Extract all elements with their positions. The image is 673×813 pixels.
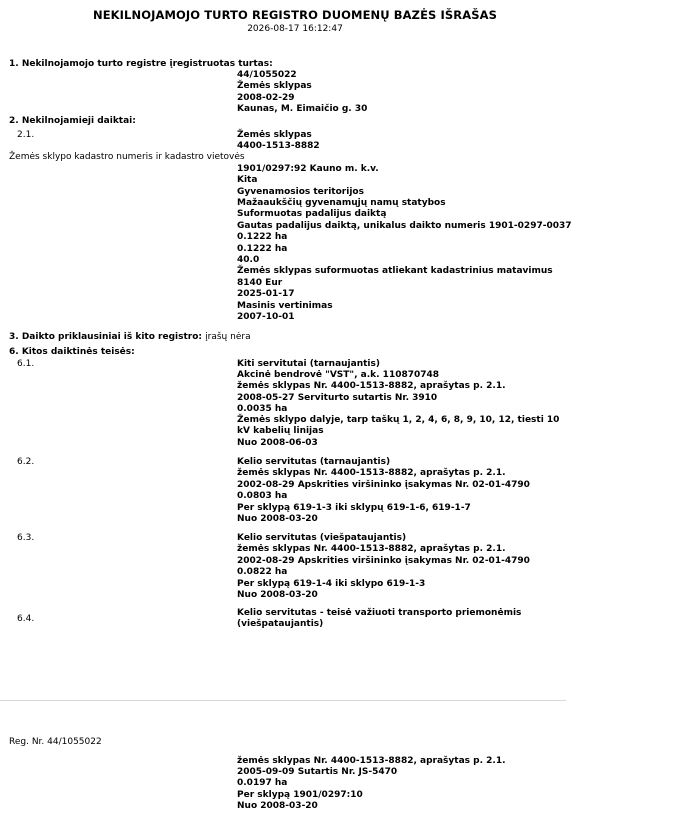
field-value: 0.0822 ha bbox=[237, 567, 288, 577]
section-2-heading: 2. Nekilnojamieji daiktai: bbox=[9, 116, 136, 126]
field-value: Per sklypą 1901/0297:10 bbox=[237, 790, 363, 800]
field-value: Kita bbox=[237, 175, 258, 185]
field-value: 0.1222 ha bbox=[237, 232, 288, 242]
field-value: Nuo 2008-03-20 bbox=[237, 514, 318, 524]
field-value: 2002-08-29 Apskrities viršininko įsakymas Nr. 02-01-4790 bbox=[237, 556, 530, 566]
field-value: Gautas padalijus daiktą, unikalus daikto numeris 1901-0297-0037 bbox=[237, 221, 572, 231]
field-value: 2007-10-01 bbox=[237, 312, 295, 322]
field-value: 0.0035 ha bbox=[237, 404, 288, 414]
field-value: 2008-05-27 Serviturto sutartis Nr. 3910 bbox=[237, 393, 438, 403]
field-value: Nuo 2008-03-20 bbox=[237, 801, 318, 811]
section-3-heading bbox=[9, 332, 251, 342]
field-value: Nuo 2008-06-03 bbox=[237, 438, 318, 448]
field-value: 0.1222 ha bbox=[237, 244, 288, 254]
field-value: Žemės sklypas suformuotas atliekant kadastrinius matavimus bbox=[237, 266, 553, 276]
item-title: Kelio servitutas (tarnaujantis) bbox=[237, 457, 391, 467]
item-number: 6.2. bbox=[17, 457, 35, 467]
section-3-value: įrašų nėra bbox=[205, 332, 251, 342]
field-value: 2005-09-09 Sutartis Nr. JS-5470 bbox=[237, 767, 398, 777]
field-value: Suformuotas padalijus daiktą bbox=[237, 209, 387, 219]
field-value: 0.0803 ha bbox=[237, 491, 288, 501]
field-value: Gyvenamosios teritorijos bbox=[237, 187, 364, 197]
field-value: 44/1055022 bbox=[237, 70, 297, 80]
section-3-label: 3. Daikto priklausiniai iš kito registro: bbox=[9, 332, 203, 342]
item-title: Žemės sklypas bbox=[237, 130, 312, 140]
field-value: Nuo 2008-03-20 bbox=[237, 590, 318, 600]
field-value: 2025-01-17 bbox=[237, 289, 295, 299]
footer-reg-number: Reg. Nr. 44/1055022 bbox=[9, 737, 102, 747]
field-value: Kaunas, M. Eimaičio g. 30 bbox=[237, 104, 368, 114]
cadastre-label-line1: Žemės sklypo kadastro numeris ir kadastro vietovės bbox=[9, 152, 245, 162]
document-title: NEKILNOJAMOJO TURTO REGISTRO DUOMENŲ BAZĖS IŠRAŠAS bbox=[92, 8, 498, 22]
item-number: 6.4. bbox=[17, 614, 35, 624]
field-value: 2008-02-29 bbox=[237, 93, 295, 103]
field-value: 4400-1513-8882 bbox=[237, 141, 320, 151]
field-value-multiline: Žemės sklypo dalyje, tarp taškų 1, 2, 4, 6, 8, 9, 10, 12, tiesti 10 kV kabelių linijas bbox=[237, 415, 560, 436]
item-title: Kelio servitutas (viešpataujantis) bbox=[237, 533, 407, 543]
section-1-heading: 1. Nekilnojamojo turto registre įregistruotas turtas: bbox=[9, 59, 273, 69]
field-value: 2002-08-29 Apskrities viršininko įsakymas Nr. 02-01-4790 bbox=[237, 480, 530, 490]
document-datetime: 2026-08-17 16:12:47 bbox=[247, 24, 343, 34]
field-value: 1901/0297:92 Kauno m. k.v. bbox=[237, 164, 379, 174]
field-value: žemės sklypas Nr. 4400-1513-8882, aprašytas p. 2.1. bbox=[237, 468, 506, 478]
field-value: Mažaaukščių gyvenamųjų namų statybos bbox=[237, 198, 446, 208]
field-value: Masinis vertinimas bbox=[237, 301, 333, 311]
field-value: 0.0197 ha bbox=[237, 778, 288, 788]
section-6-heading: 6. Kitos daiktinės teisės: bbox=[9, 347, 135, 357]
field-value: Per sklypą 619-1-3 iki sklypų 619-1-6, 619-1-7 bbox=[237, 503, 471, 513]
field-value: Akcinė bendrovė "VST", a.k. 110870748 bbox=[237, 370, 440, 380]
field-value: Žemės sklypas bbox=[237, 81, 312, 91]
item-number: 6.3. bbox=[17, 533, 35, 543]
field-value: žemės sklypas Nr. 4400-1513-8882, aprašytas p. 2.1. bbox=[237, 381, 506, 391]
item-title: Kiti servitutai (tarnaujantis) bbox=[237, 359, 380, 369]
field-value: 40.0 bbox=[237, 255, 260, 265]
item-number: 2.1. bbox=[17, 130, 35, 140]
item-number: 6.1. bbox=[17, 359, 35, 369]
field-value: Per sklypą 619-1-4 iki sklypo 619-1-3 bbox=[237, 579, 426, 589]
page-break-divider bbox=[0, 700, 566, 701]
item-title: Kelio servitutas - teisė važiuoti transporto priemonėmis (viešpataujantis) bbox=[237, 608, 522, 629]
field-value: žemės sklypas Nr. 4400-1513-8882, aprašytas p. 2.1. bbox=[237, 544, 506, 554]
field-value: žemės sklypas Nr. 4400-1513-8882, aprašytas p. 2.1. bbox=[237, 756, 506, 766]
field-value: 8140 Eur bbox=[237, 278, 283, 288]
